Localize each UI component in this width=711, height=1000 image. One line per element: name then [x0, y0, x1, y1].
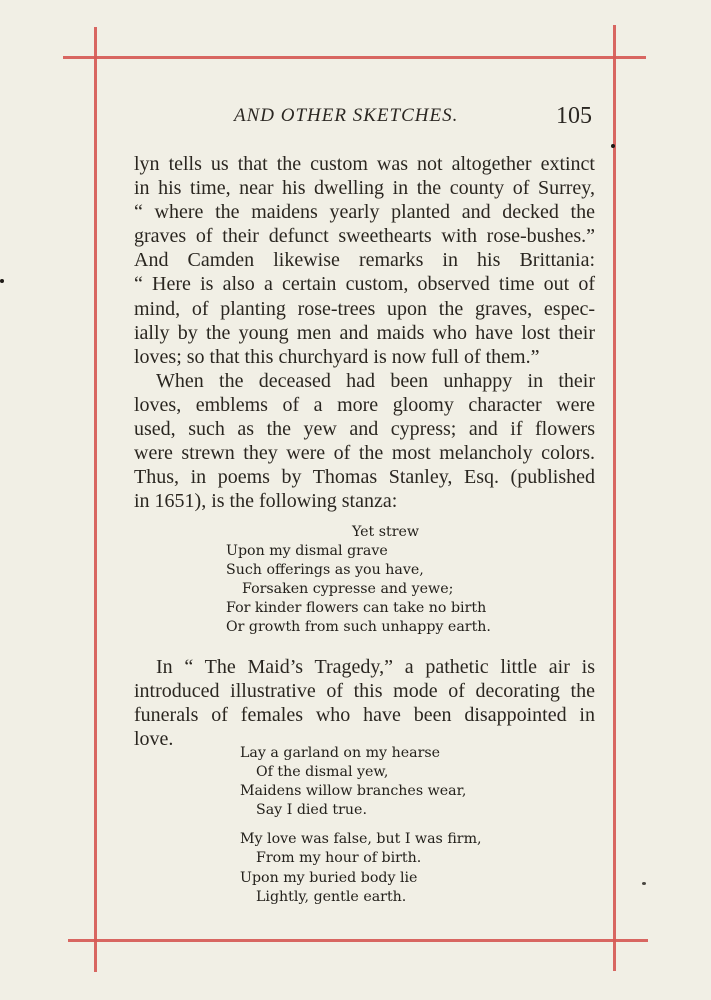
left-border-rule [94, 27, 97, 972]
text-line: were strewn they were of the most melancholy colors. [134, 442, 595, 465]
stanza-gap [240, 820, 482, 830]
text-line: funerals of females who have been disappointed in [134, 704, 595, 727]
text-line: in his time, near his dwelling in the county of Surrey, [134, 177, 595, 200]
verse-line: Upon my dismal grave [226, 543, 388, 560]
text-line: When the deceased had been unhappy in their [156, 369, 595, 392]
top-border-rule [63, 56, 646, 59]
paragraph [134, 152, 595, 369]
text-line: mind, of planting rose-trees upon the graves, espec- [134, 297, 595, 320]
text-line: lyn tells us that the custom was not altogether extinct [134, 153, 595, 175]
paragraph [134, 369, 595, 514]
text-line: used, such as the yew and cypress; and if flowers [134, 418, 595, 441]
paragraph [134, 655, 595, 751]
text-line: In “ The Maid’s Tragedy,” a pathetic little air is [156, 656, 595, 678]
verse-line: Yet strew [352, 524, 420, 540]
right-border-rule [613, 25, 616, 971]
text-line: loves; so that this churchyard is now full of them.” [134, 345, 540, 368]
text-line: graves of their defunct sweethearts with rose-bushes.” [134, 225, 595, 248]
ink-speck [611, 144, 615, 148]
verse-line: My love was false, but I was firm, [240, 831, 482, 848]
stanza-2 [240, 830, 482, 906]
text-line: in 1651), is the following stanza: [134, 490, 398, 513]
verse-line: Forsaken cypresse and yewe; [242, 581, 454, 598]
verse-line: From my hour of birth. [256, 850, 422, 867]
poem-stanley [226, 523, 491, 638]
margin-ink-mark [642, 882, 646, 885]
margin-ink-mark [0, 279, 4, 283]
poem-maids-tragedy [240, 744, 482, 907]
verse-line: For kinder flowers can take no birth [226, 600, 487, 617]
verse-line: Such offerings as you have, [226, 562, 424, 579]
verse-line: Or growth from such unhappy earth. [226, 619, 491, 636]
verse-line: Lay a garland on my hearse [240, 745, 441, 761]
stanza-1 [240, 744, 482, 820]
text-line: And Camden likewise remarks in his Brittania: [134, 249, 595, 272]
bottom-border-rule [68, 939, 648, 942]
verse-line: Upon my buried body lie [240, 869, 418, 886]
verse-line: Of the dismal yew, [256, 764, 389, 781]
verse-line: Say I died true. [256, 802, 367, 819]
body-text-upper [134, 152, 595, 513]
page-number: 105 [556, 103, 592, 129]
text-line: “ where the maidens yearly planted and decked the [134, 201, 595, 224]
verse-line: Lightly, gentle earth. [256, 888, 407, 905]
text-line: loves, emblems of a more gloomy character were [134, 393, 595, 416]
body-text-lower [134, 655, 595, 751]
text-line: introduced illustrative of this mode of decorating the [134, 680, 595, 703]
text-line: “ Here is also a certain custom, observed time out of [134, 273, 595, 296]
running-head [134, 103, 594, 133]
text-line: love. [134, 728, 174, 751]
verse-line: Maidens willow branches wear, [240, 783, 467, 800]
text-line: ially by the young men and maids who have lost their [134, 321, 595, 344]
text-line: Thus, in poems by Thomas Stanley, Esq. (published [134, 466, 595, 489]
running-title: AND OTHER SKETCHES. [234, 105, 459, 126]
